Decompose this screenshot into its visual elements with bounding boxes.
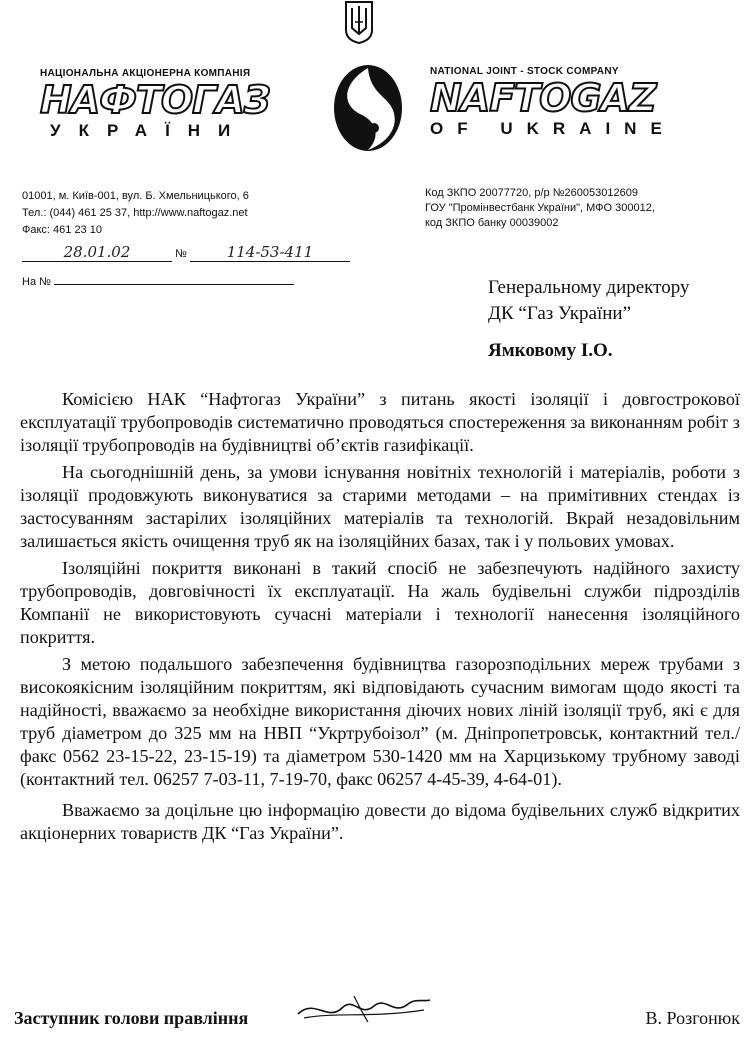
paragraph: Ізоляційні покриття виконані в такий спосіб не забезпечують надійного захисту трубопроводів, довговічності їх експлуатації. На жаль будівельні служби підрозділів Компанії не використовують сучасні матеріали і технології нанесення ізоляційного покриття. (20, 558, 740, 647)
addressee-position: Генеральному директору (488, 277, 690, 298)
brand-name-ua: НАФТОГАЗ (40, 78, 270, 122)
reference-blank (54, 284, 294, 285)
reference-line (22, 276, 294, 288)
outgoing-number: 114-53-411 (190, 243, 350, 262)
handwritten-signature-icon (294, 988, 434, 1028)
brand-name-en: NAFTOGAZ (430, 76, 656, 120)
contact-details (22, 188, 362, 239)
paragraph: На сьогоднішній день, за умови існування новітніх технологій і матеріалів, роботи з ізоляції продовжують виконуватися за старими методами – на примітивних стендах із застосуванням застарілих ізоляційних матеріалів та технологій. Вкрай незадовільним залишається якість очищення труб як на ізоляційних базах, так і у польових умовах. (20, 462, 740, 551)
addressee-company: ДК “Газ України” (488, 303, 632, 324)
fax-line: Факс: 461 23 10 (22, 224, 102, 236)
logo-ukrainian (40, 68, 300, 141)
address-line: 01001, м. Київ-001, вул. Б. Хмельницького, 6 (22, 190, 249, 202)
bank-name-line: ГОУ "Промінвестбанк України", МФО 300012, (425, 202, 655, 214)
letter-body (20, 388, 740, 849)
paragraph: Вважаємо за доцільне цю інформацію довести до відома будівельних служб відкритих акціонерних товариств ДК “Газ України”. (20, 800, 740, 843)
paragraph: Комісією НАК “Нафтогаз України” з питань якості ізоляції і довгострокової експлуатації трубопроводів систематично проводяться спостереження за виконанням робіт з ізоляції трубопроводів на будівництві об’єктів газифікації. (20, 389, 740, 455)
bank-details (425, 186, 745, 231)
company-caption-ua: НАЦІОНАЛЬНА АКЦІОНЕРНА КОМПАНІЯ (40, 68, 251, 79)
signatory-title: Заступник голови правління (14, 1008, 249, 1028)
bank-code-line: Код ЗКПО 20077720, р/р №260053012609 (425, 187, 638, 199)
bank-zkpo-line: код ЗКПО банку 00039002 (425, 217, 559, 229)
reference-label: На № (22, 276, 51, 288)
trident-emblem-icon (343, 0, 375, 44)
phone-line: Тел.: (044) 461 25 37, http://www.naftogaz.net (22, 207, 248, 219)
flame-drop-logo-icon (330, 62, 406, 154)
company-caption-en: NATIONAL JOINT - STOCK COMPANY (430, 66, 619, 77)
outgoing-registration (22, 243, 350, 262)
signatory-name: В. Розгонюк (645, 1008, 740, 1028)
brand-sub-ua: УКРАЇНИ (50, 121, 249, 140)
paragraph: З метою подальшого забезпечення будівництва газорозподільних мереж трубами з високоякісним ізоляційним покриттям, які відповідають сучасним вимогам щодо якості та надійності, вважаємо за необхідне використання діючих нових ліній ізоляції труб, які є для труб діаметром до 325 мм на НВП “Укртрубоізол” (м. Дніпропетровськ, контактний тел./факс 0562 23-15-22, 23-15-19) та діаметром 530-1420 мм на Харцизькому трубному заводі (контактний тел. 06257 7-03-11, 7-19-70, факс 06257 4-45-39, 4-64-01). (20, 654, 740, 789)
logo-english (430, 66, 720, 139)
outgoing-date: 28.01.02 (22, 243, 172, 262)
addressee-block (488, 275, 689, 327)
brand-sub-en: OF UKRAINE (430, 119, 676, 138)
number-label: № (175, 248, 187, 260)
addressee-name: Ямковому І.О. (488, 340, 613, 361)
